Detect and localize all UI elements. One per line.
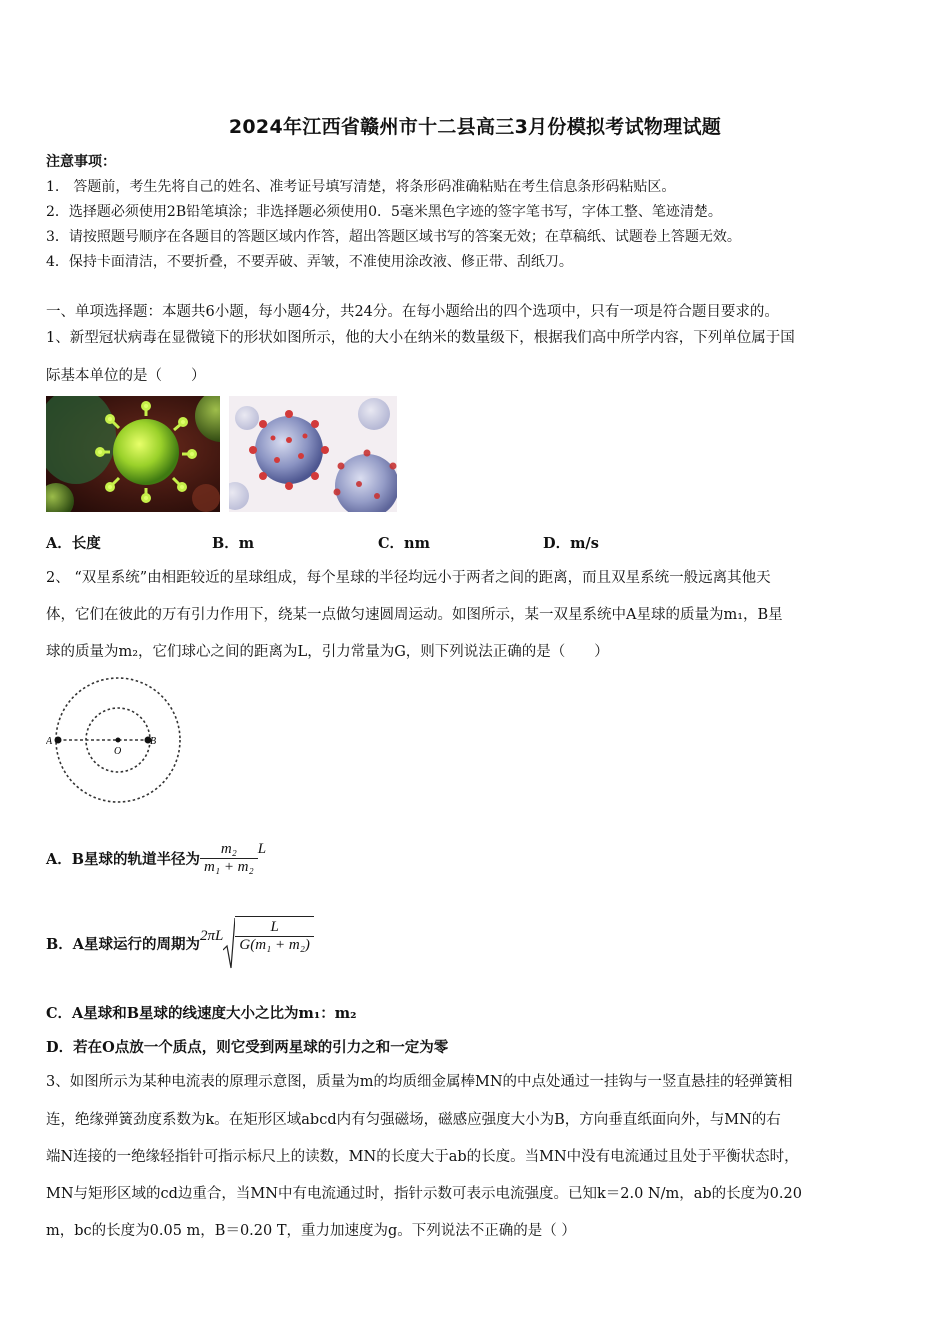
label-o: O: [114, 746, 122, 757]
q1-stem-line2: 际基本单位的是（ ）: [46, 368, 206, 384]
note-item-3: 3．请按照题号顺序在各题目的答题区域内作答，超出答题区域书写的答案无效；在草稿纸、试题卷上答题无效。: [46, 229, 741, 245]
sqrt-expression: [223, 916, 314, 970]
note-item-1: 1. 答题前，考生先将自己的姓名、准考证号填写清楚，将条形码准确粘贴在考生信息条形码粘贴区。: [46, 179, 676, 195]
q3-stem-line1: 3、如图所示为某种电流表的原理示意图，质量为m的均质细金属棒MN的中点处通过一挂钩与一竖直悬挂的轻弹簧相: [46, 1074, 793, 1090]
sqrt-numerator: L: [235, 919, 314, 937]
sqrt-sign: [223, 916, 235, 970]
q1-option-c: C．nm: [378, 535, 430, 552]
label-b: B: [150, 736, 157, 747]
fraction-denominator: m₁ + m₂: [204, 858, 254, 875]
q2-option-b-prefix: 2πL: [200, 927, 224, 944]
q1-option-b: B．m: [212, 535, 255, 552]
fraction-l-over-g: [235, 916, 314, 970]
q3-stem-line5: m，bc的长度为0.05 m，B＝0.20 T，重力加速度为g。下列说法不正确的是（ ）: [46, 1223, 576, 1239]
q1-stem-line1: 1、新型冠状病毒在显微镜下的形状如图所示，他的大小在纳米的数量级下，根据我们高中所学内容，下列单位属于国: [46, 330, 795, 346]
virus-illustration-red: [229, 396, 397, 512]
label-a: A: [46, 736, 53, 747]
virus-image-red: [229, 396, 397, 512]
notes-header: 注意事项：: [46, 154, 116, 170]
orbit-figure: [46, 672, 190, 808]
star-a-dot: [55, 737, 62, 744]
q2-option-a-tail: L: [257, 840, 267, 857]
q2-option-a-text: A．B星球的轨道半径为: [46, 850, 201, 868]
q2-stem-line2: 体，它们在彼此的万有引力作用下，绕某一点做匀速圆周运动。如图所示，某一双星系统中A星球的质量为m₁，B星: [46, 607, 783, 623]
q2-option-d: D．若在O点放一个质点，则它受到两星球的引力之和一定为零: [46, 1039, 449, 1056]
q2-option-c: C．A星球和B星球的线速度大小之比为m₁：m₂: [46, 1005, 357, 1022]
page-title: 2024年江西省赣州市十二县高三3月份模拟考试物理试题: [228, 116, 722, 138]
virus-image-green: [46, 396, 220, 512]
virus-illustration-green: [46, 396, 220, 512]
q1-option-a: A．长度: [46, 535, 101, 552]
q2-option-a: [46, 836, 266, 880]
q3-stem-line4: MN与矩形区域的cd边重合，当MN中有电流通过时，指针示数可表示电流强度。已知k＝2.0 N/m，ab的长度为0.20: [46, 1186, 802, 1202]
center-o-dot: [116, 738, 121, 743]
q2-stem-line3: 球的质量为m₂，它们球心之间的距离为L，引力常量为G，则下列说法正确的是（ ）: [46, 644, 609, 660]
binary-star-diagram: [46, 672, 190, 808]
q1-option-d: D．m/s: [543, 535, 599, 552]
q2-stem-line1: 2、 “双星系统”由相距较近的星球组成，每个星球的半径均远小于两者之间的距离，而且双星系统一般远离其他天: [46, 570, 771, 586]
note-item-2: 2．选择题必须使用2B铅笔填涂；非选择题必须使用0．5毫米黑色字迹的签字笔书写，字体工整、笔迹清楚。: [46, 204, 722, 220]
q3-stem-line3: 端N连接的一绝缘轻指针可指示标尺上的读数，MN的长度大于ab的长度。当MN中没有电流通过且处于平衡状态时，: [46, 1149, 799, 1165]
fraction-m2-over-sum: [200, 841, 258, 876]
fraction-numerator: m₂: [200, 841, 258, 859]
note-item-4: 4．保持卡面清洁，不要折叠，不要弄破、弄皱，不准使用涂改液、修正带、刮纸刀。: [46, 254, 573, 270]
sqrt-denominator: G(m₁ + m₂): [239, 937, 310, 953]
q2-option-b: [46, 916, 314, 970]
q3-stem-line2: 连，绝缘弹簧劲度系数为k。在矩形区域abcd内有匀强磁场，磁感应强度大小为B，方向垂直纸面向外，与MN的右: [46, 1112, 781, 1128]
q2-option-b-text: B．A星球运行的周期为: [46, 935, 201, 953]
section-heading: 一、单项选择题：本题共6小题，每小题4分，共24分。在每小题给出的四个选项中，只有一项是符合题目要求的。: [46, 304, 779, 320]
